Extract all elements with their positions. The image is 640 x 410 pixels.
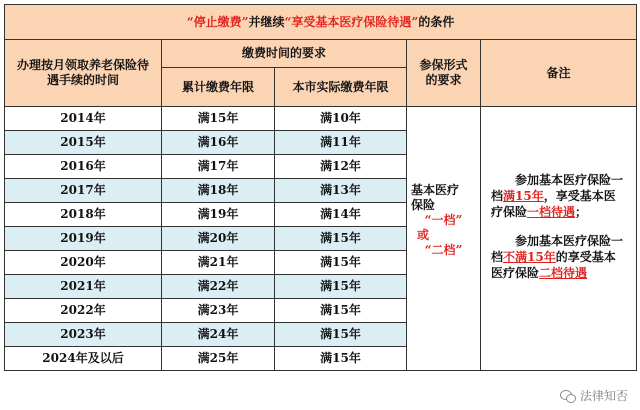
cell-cumulative: 满22年 [162,275,275,299]
note-1: 参加基本医疗保险一档满15年，享受基本医疗保险一档待遇； [491,172,624,220]
cell-local: 满11年 [275,131,407,155]
cell-cumulative: 满21年 [162,251,275,275]
cell-year: 2015年 [5,131,162,155]
cell-cumulative: 满19年 [162,203,275,227]
cell-year: 2023年 [5,323,162,347]
note-2: 参加基本医疗保险一档不满15年的享受基本医疗保险二档待遇 [491,233,624,280]
cell-year: 2014年 [5,107,162,131]
title-row [5,5,637,40]
cell-year: 2017年 [5,179,162,203]
cell-local: 满15年 [275,275,407,299]
insurance-line1: 基本医疗 [411,183,460,197]
cell-year: 2020年 [5,251,162,275]
table-row [5,107,637,131]
insurance-or: 或 [417,228,430,242]
notes-cell [481,107,637,371]
cell-local: 满15年 [275,227,407,251]
cell-local: 满14年 [275,203,407,227]
watermark-text: 法律知否 [579,389,628,403]
conditions-table [4,4,637,371]
cell-local: 满13年 [275,179,407,203]
wechat-icon [560,389,576,403]
header-local: 本市实际缴费年限 [275,68,407,107]
cell-cumulative: 满25年 [162,347,275,371]
title-part-stop-payment: “停止缴费” [186,14,249,29]
cell-cumulative: 满20年 [162,227,275,251]
header-time: 办理按月领取养老保险待遇手续的时间 [5,40,162,107]
table-title [5,5,637,40]
title-part-enjoy-benefits: “享受基本医疗保险待遇” [284,14,419,29]
insurance-option-2: “二档” [424,243,463,257]
cell-local: 满15年 [275,251,407,275]
insurance-line2: 保险 [411,198,436,212]
cell-year: 2024年及以后 [5,347,162,371]
cell-cumulative: 满24年 [162,323,275,347]
cell-local: 满15年 [275,323,407,347]
watermark [560,387,628,404]
cell-year: 2018年 [5,203,162,227]
cell-cumulative: 满15年 [162,107,275,131]
cell-year: 2016年 [5,155,162,179]
cell-local: 满15年 [275,299,407,323]
title-part-conditions: 的条件 [418,14,455,29]
cell-cumulative: 满18年 [162,179,275,203]
header-notes: 备注 [481,40,637,107]
cell-year: 2019年 [5,227,162,251]
header-row-1 [5,40,637,68]
cell-cumulative: 满23年 [162,299,275,323]
cell-local: 满15年 [275,347,407,371]
cell-local: 满10年 [275,107,407,131]
header-insurance: 参保形式的要求 [407,40,481,107]
cell-year: 2021年 [5,275,162,299]
insurance-option-1: “一档” [424,213,463,227]
title-part-and-continue: 并继续 [248,14,285,29]
cell-year: 2022年 [5,299,162,323]
cell-cumulative: 满17年 [162,155,275,179]
header-payment: 缴费时间的要求 [162,40,407,68]
insurance-requirement [407,107,481,371]
cell-local: 满12年 [275,155,407,179]
cell-cumulative: 满16年 [162,131,275,155]
header-cumulative: 累计缴费年限 [162,68,275,107]
